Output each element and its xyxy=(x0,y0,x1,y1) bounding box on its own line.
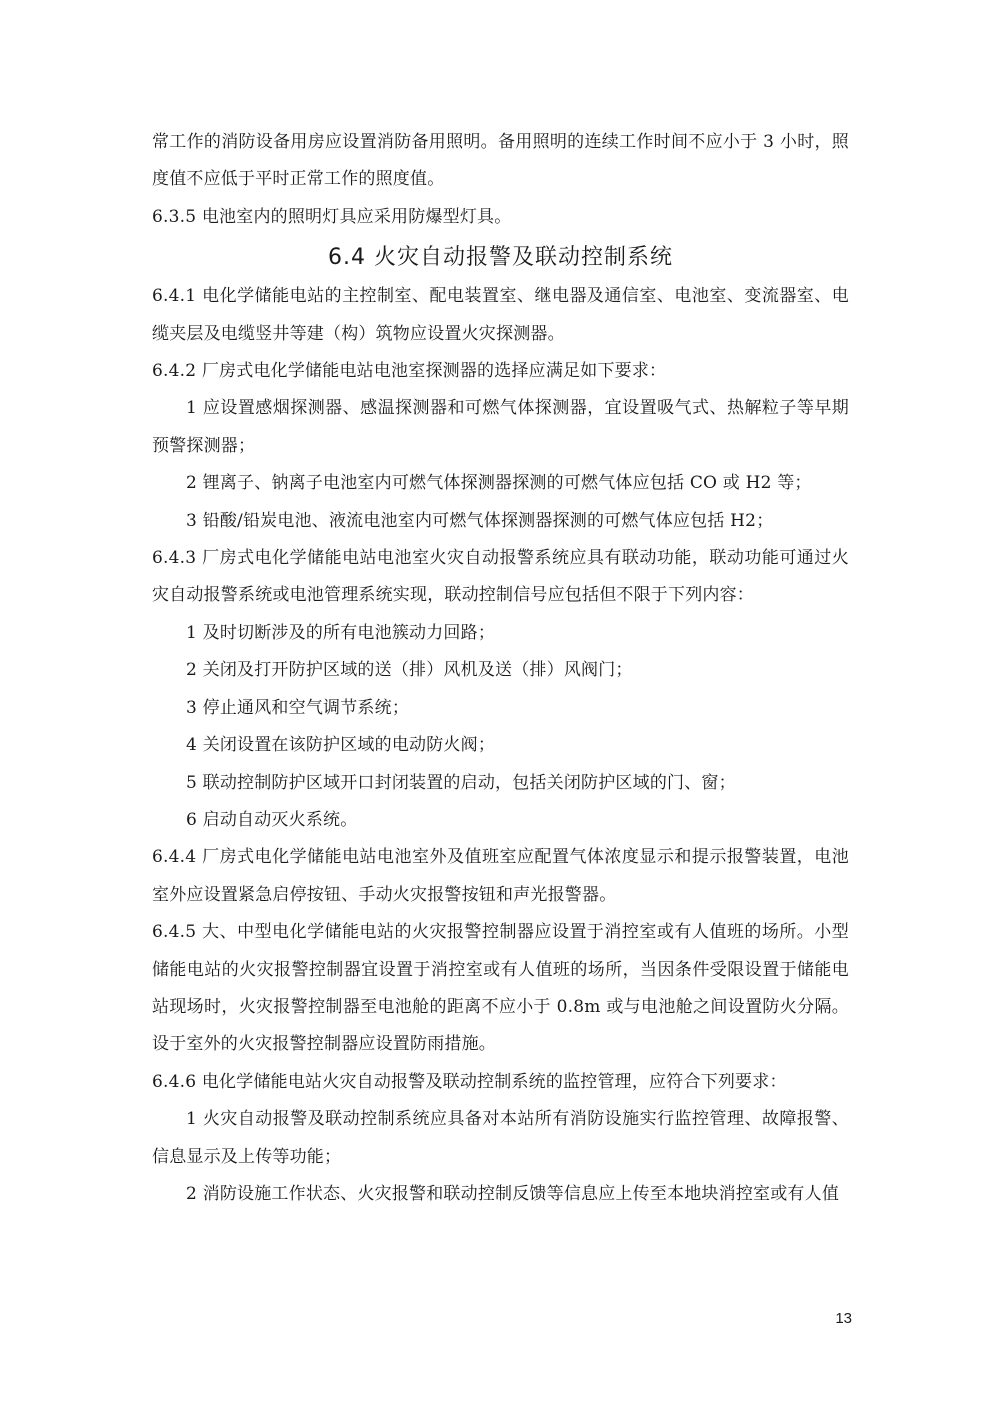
paragraph-6-4-5: 6.4.5 大、中型电化学储能电站的火灾报警控制器应设置于消控室或有人值班的场所。小型储能电站的火灾报警控制器宜设置于消控室或有人值班的场所，当因条件受限设置于储能电站现场时，火灾报警控制器至电池舱的距离不应小于 0.8m 或与电池舱之间设置防火分隔。设于室外的火灾报警控制器应设置防雨措施。 xyxy=(152,922,849,1055)
list-item-6-4-3-6: 6 启动自动灭火系统。 xyxy=(186,809,358,830)
page-body xyxy=(152,124,849,1213)
paragraph-6-4-2: 6.4.2 厂房式电化学储能电站电池室探测器的选择应满足如下要求： xyxy=(152,361,667,382)
list-item-6-4-2-3: 3 铅酸/铅炭电池、液流电池室内可燃气体探测器探测的可燃气体应包括 H2； xyxy=(186,510,774,531)
paragraph-continued: 常工作的消防设备用房应设置消防备用照明。备用照明的连续工作时间不应小于 3 小时，照度值不应低于平时正常工作的照度值。 xyxy=(152,132,849,190)
page-number: 13 xyxy=(835,1310,852,1327)
list-item-6-4-3-1: 1 及时切断涉及的所有电池簇动力回路； xyxy=(186,622,496,643)
list-item-6-4-3-2: 2 关闭及打开防护区域的送（排）风机及送（排）风阀门； xyxy=(186,660,633,681)
paragraph-6-4-6: 6.4.6 电化学储能电站火灾自动报警及联动控制系统的监控管理，应符合下列要求： xyxy=(152,1071,787,1092)
section-heading: 6.4 火灾自动报警及联动控制系统 xyxy=(328,245,673,271)
list-item-6-4-3-5: 5 联动控制防护区域开口封闭装置的启动，包括关闭防护区域的门、窗； xyxy=(186,772,736,793)
list-item-6-4-3-3: 3 停止通风和空气调节系统； xyxy=(186,697,410,718)
paragraph-6-4-1: 6.4.1 电化学储能电站的主控制室、配电装置室、继电器及通信室、电池室、变流器室、电缆夹层及电缆竖井等建（构）筑物应设置火灾探测器。 xyxy=(152,286,849,344)
list-item-6-4-6-1: 1 火灾自动报警及联动控制系统应具备对本站所有消防设施实行监控管理、故障报警、信息显示及上传等功能； xyxy=(152,1109,849,1167)
paragraph-6-3-5: 6.3.5 电池室内的照明灯具应采用防爆型灯具。 xyxy=(152,206,512,227)
paragraph-6-4-4: 6.4.4 厂房式电化学储能电站电池室外及值班室应配置气体浓度显示和提示报警装置，电池室外应设置紧急启停按钮、手动火灾报警按钮和声光报警器。 xyxy=(152,847,849,905)
list-item-6-4-2-2: 2 锂离子、钠离子电池室内可燃气体探测器探测的可燃气体应包括 CO 或 H2 等； xyxy=(186,473,812,494)
list-item-6-4-3-4: 4 关闭设置在该防护区域的电动防火阀； xyxy=(186,735,496,756)
paragraph-6-4-3: 6.4.3 厂房式电化学储能电站电池室火灾自动报警系统应具有联动功能，联动功能可通过火灾自动报警系统或电池管理系统实现，联动控制信号应包括但不限于下列内容： xyxy=(152,548,849,606)
list-item-6-4-2-1: 1 应设置感烟探测器、感温探测器和可燃气体探测器，宜设置吸气式、热解粒子等早期预警探测器； xyxy=(152,398,849,456)
list-item-6-4-6-2: 2 消防设施工作状态、火灾报警和联动控制反馈等信息应上传至本地块消控室或有人值 xyxy=(186,1183,840,1204)
